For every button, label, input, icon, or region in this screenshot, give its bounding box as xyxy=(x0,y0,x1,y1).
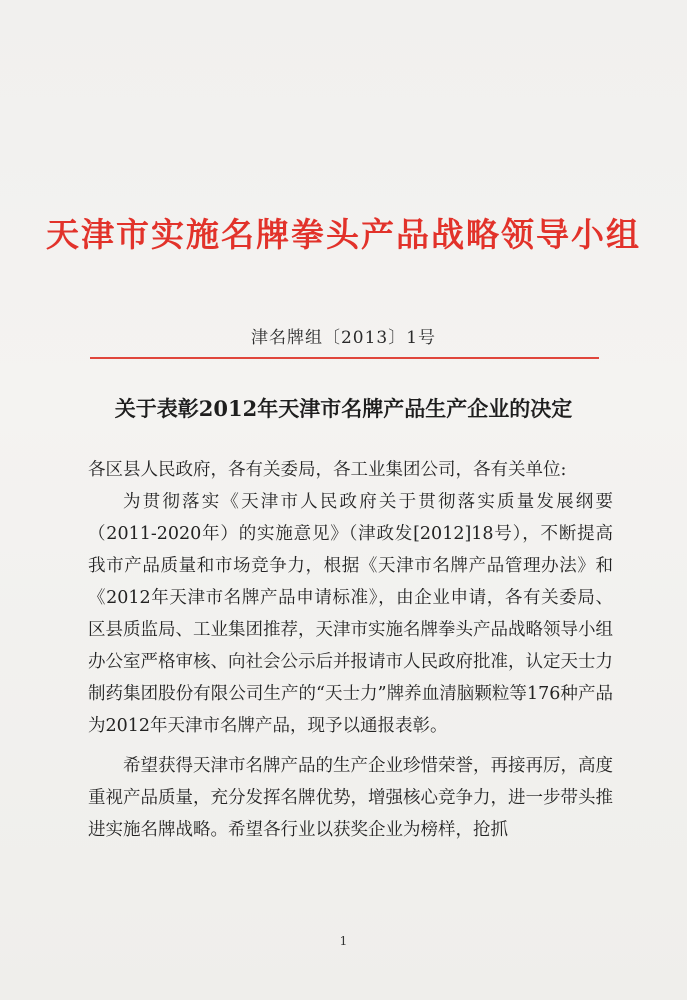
body-paragraph-1: 为贯彻落实《天津市人民政府关于贯彻落实质量发展纲要（2011-2020年）的实施意见》（津政发[2012]18号），不断提高我市产品质量和市场竞争力，根据《天津市名牌产品管理办法》和《2012年天津市名牌产品申请标准》，由企业申请，各有关委局、区县质监局、工业集团推荐，天津市实施名牌拳头产品战略领导小组办公室严格审核、向社会公示后并报请市人民政府批准，认定天士力制药集团股份有限公司生产的“天士力”牌养血清脑颗粒等176种产品为2012年天津市名牌产品，现予以通报表彰。 xyxy=(88,492,613,736)
document-body xyxy=(88,454,613,846)
body-paragraph-2: 希望获得天津市名牌产品的生产企业珍惜荣誉，再接再厉，高度重视产品质量，充分发挥名牌优势，增强核心竞争力，进一步带头推进实施名牌战略。希望各行业以获奖企业为榜样，抢抓 xyxy=(88,756,613,840)
document-number: 津名牌组〔2013〕1号 xyxy=(250,328,437,348)
issuer-heading: 天津市实施名牌拳头产品战略领导小组 xyxy=(46,215,641,254)
salutation: 各区县人民政府，各有关委局，各工业集团公司，各有关单位: xyxy=(88,460,567,480)
red-separator-line xyxy=(90,357,599,359)
document-title: 关于表彰2012年天津市名牌产品生产企业的决定 xyxy=(114,396,573,421)
page-number: 1 xyxy=(339,934,348,948)
